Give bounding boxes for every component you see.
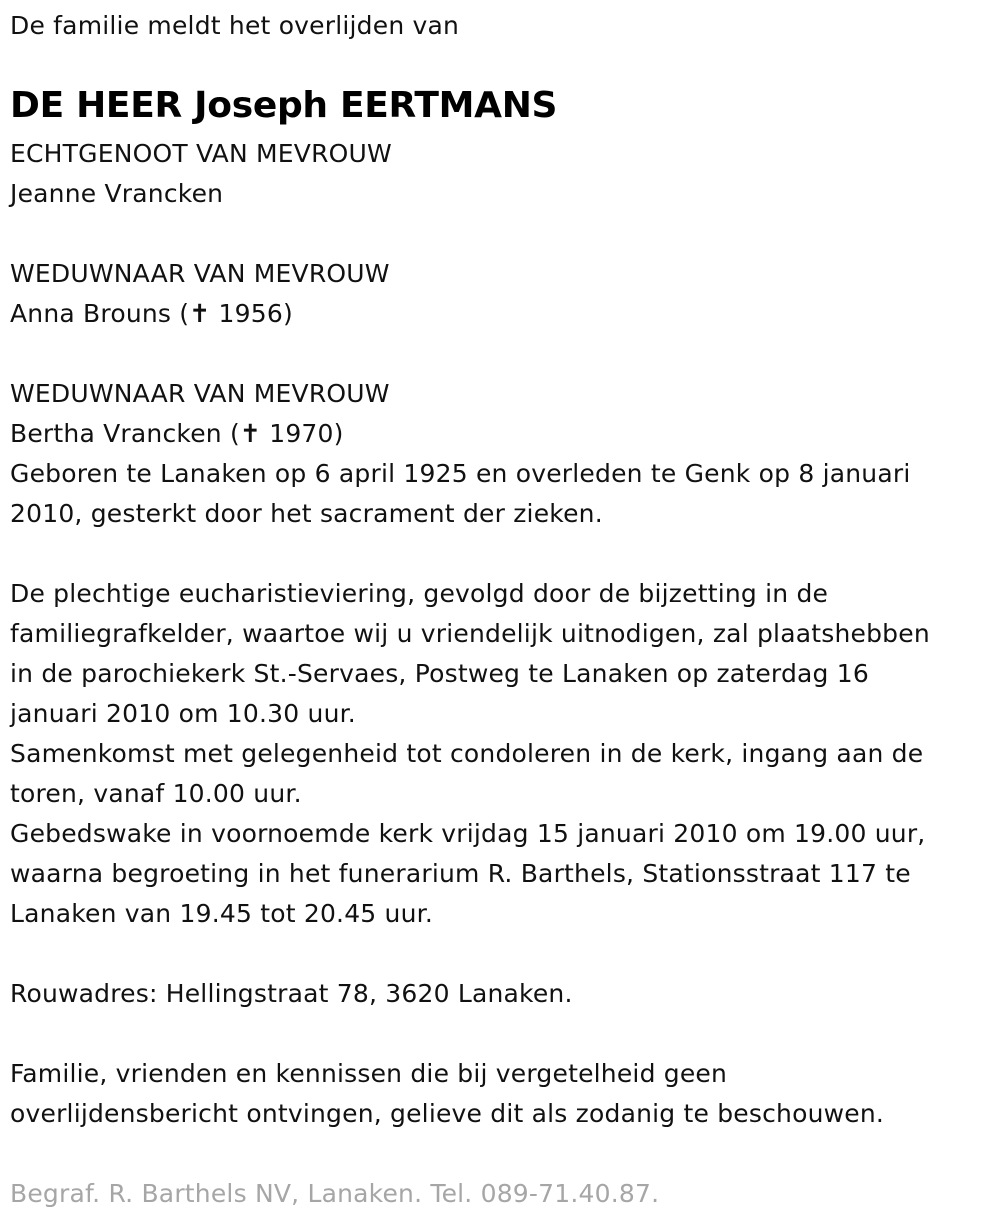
spouse-relation: ECHTGENOOT VAN MEVROUW (10, 139, 392, 168)
paragraph-line: Samenkomst met gelegenheid tot condoleren in de kerk, ingang aan de (10, 739, 924, 768)
spouse-name: Jeanne Vrancken (10, 179, 224, 208)
paragraph-line: overlijdensbericht ontvingen, gelieve dit als zodanig te beschouwen. (10, 1099, 885, 1128)
footer-text: Begraf. R. Barthels NV, Lanaken. Tel. 089-71.40.87. (10, 1179, 660, 1208)
paragraph-line: waarna begroeting in het funerarium R. Barthels, Stationsstraat 117 te (10, 859, 911, 888)
gathering-paragraph (10, 734, 923, 814)
paragraph-line: Geboren te Lanaken op 6 april 1925 en overleden te Genk op 8 januari (10, 459, 911, 488)
spouse-block (10, 374, 390, 454)
paragraph-line: Gebedswake in voornoemde kerk vrijdag 15 januari 2010 om 19.00 uur, (10, 819, 926, 848)
spouse-block (10, 254, 390, 334)
birth-death-paragraph (10, 454, 910, 534)
paragraph-line: Lanaken van 19.45 tot 20.45 uur. (10, 899, 433, 928)
spouse-relation: WEDUWNAAR VAN MEVROUW (10, 379, 390, 408)
mourning-address (10, 974, 573, 1014)
paragraph-line: in de parochiekerk St.-Servaes, Postweg te Lanaken op zaterdag 16 (10, 659, 869, 688)
spouse-block (10, 134, 392, 214)
paragraph-line: januari 2010 om 10.30 uur. (10, 699, 356, 728)
spouse-name: Bertha Vrancken (✝ 1970) (10, 419, 344, 448)
paragraph-line: De plechtige eucharistieviering, gevolgd door de bijzetting in de (10, 579, 829, 608)
paragraph-line: toren, vanaf 10.00 uur. (10, 779, 302, 808)
deceased-name: DE HEER Joseph EERTMANS (10, 85, 558, 126)
intro-text: De familie meldt het overlijden van (10, 11, 460, 40)
notice-paragraph (10, 1054, 884, 1134)
paragraph-line: 2010, gesterkt door het sacrament der zieken. (10, 499, 603, 528)
paragraph-line: familiegrafkelder, waartoe wij u vriendelijk uitnodigen, zal plaatshebben (10, 619, 930, 648)
spouse-name: Anna Brouns (✝ 1956) (10, 299, 293, 328)
paragraph-line: Familie, vrienden en kennissen die bij vergetelheid geen (10, 1059, 728, 1088)
service-paragraph (10, 574, 930, 734)
spouse-relation: WEDUWNAAR VAN MEVROUW (10, 259, 390, 288)
vigil-paragraph (10, 814, 925, 934)
funeral-home-footer (10, 1174, 659, 1214)
address-line: Rouwadres: Hellingstraat 78, 3620 Lanaken. (10, 979, 573, 1008)
